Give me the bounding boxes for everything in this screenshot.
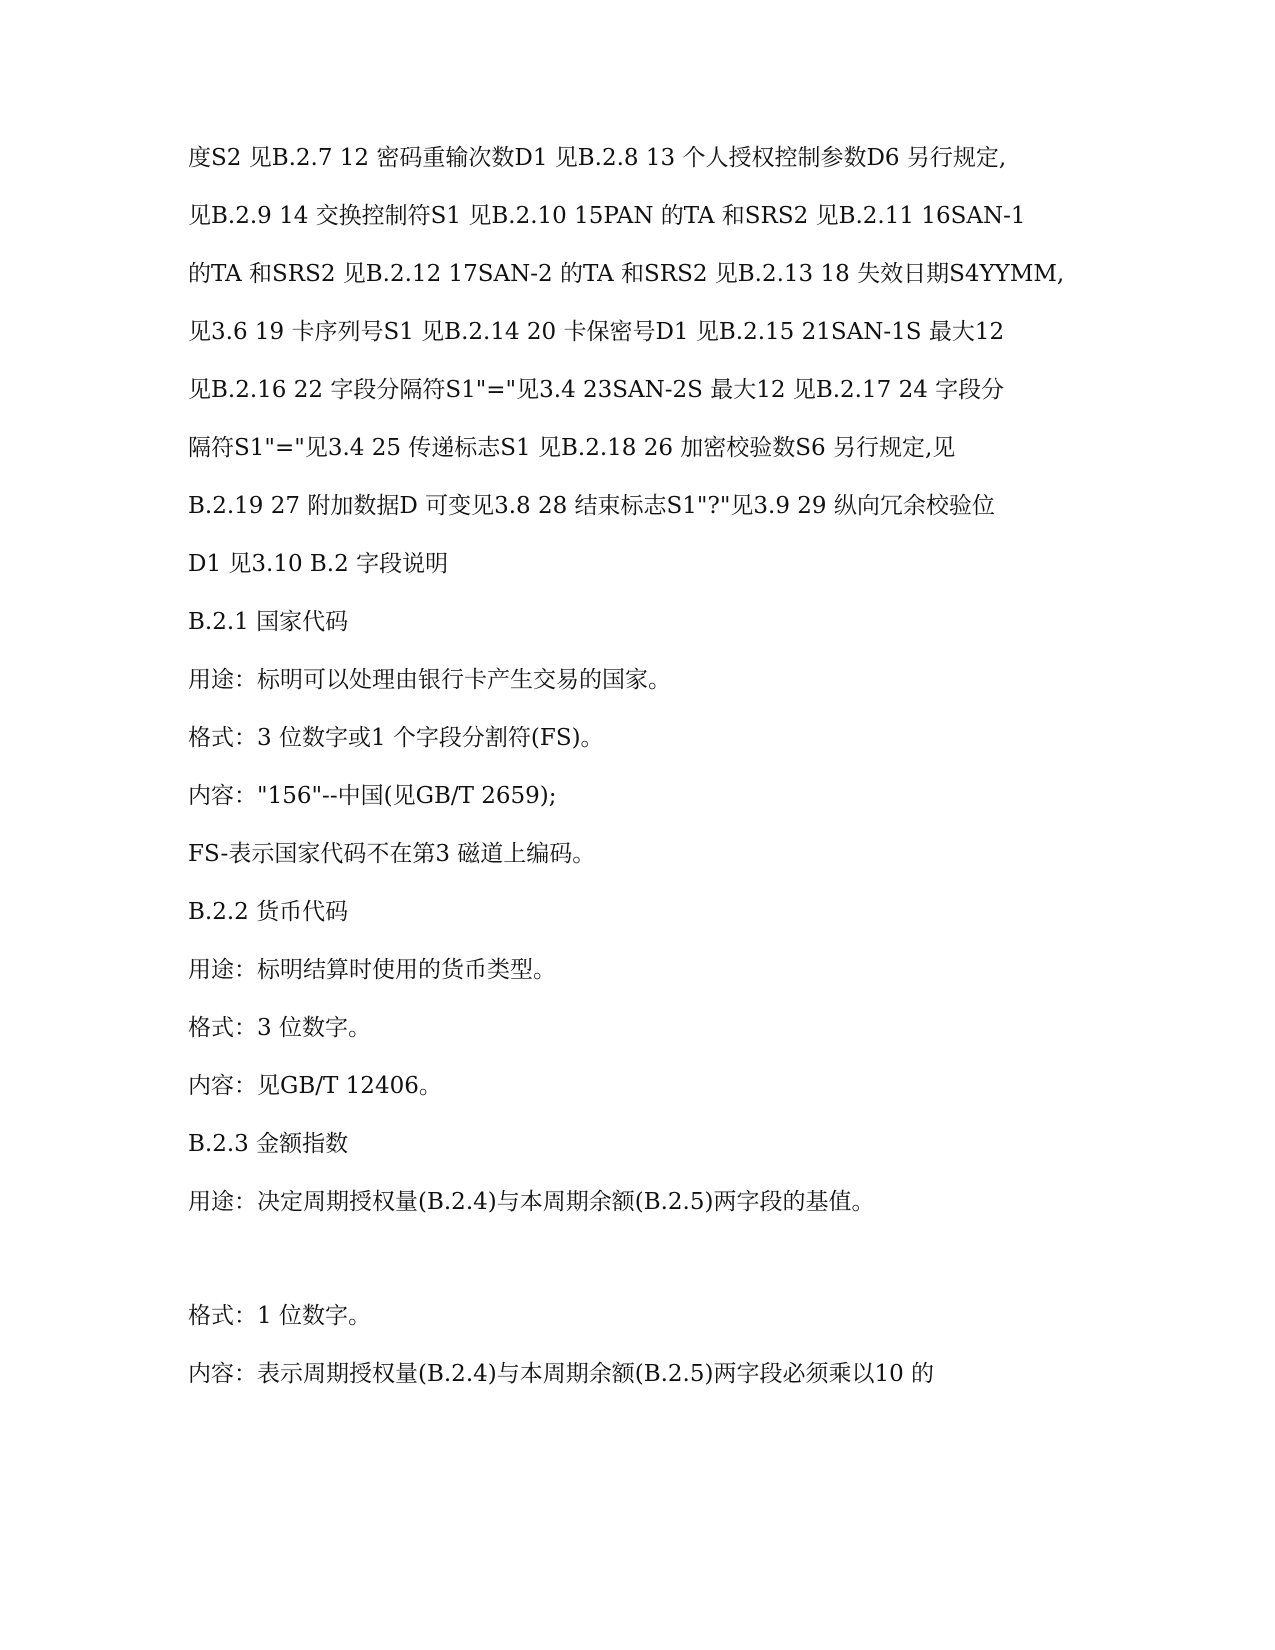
text-line-3: 的TA 和SRS2 见B.2.12 17SAN-2 的TA 和SRS2 见B.2.13 18 失效日期S4YYMM, <box>188 261 1065 287</box>
text-line-7: B.2.19 27 附加数据D 可变见3.8 28 结束标志S1"?"见3.9 29 纵向冗余校验位 <box>188 493 995 519</box>
text-line-6: 隔符S1"="见3.4 25 传递标志S1 见B.2.18 26 加密校验数S6 另行规定,见 <box>188 435 956 461</box>
text-line-1: 度S2 见B.2.7 12 密码重输次数D1 见B.2.8 13 个人授权控制参数D6 另行规定, <box>188 145 1007 171</box>
text-line-content-country: 内容："156"--中国(见GB/T 2659); <box>188 783 557 809</box>
section-heading-currency-code: B.2.2 货币代码 <box>188 899 349 925</box>
text-line-purpose-exponent: 用途：决定周期授权量(B.2.4)与本周期余额(B.2.5)两字段的基值。 <box>188 1189 875 1215</box>
text-line-format-country: 格式：3 位数字或1 个字段分割符(FS)。 <box>188 725 604 751</box>
text-line-fs-note: FS-表示国家代码不在第3 磁道上编码。 <box>188 841 596 867</box>
text-line-2: 见B.2.9 14 交换控制符S1 见B.2.10 15PAN 的TA 和SRS2 见B.2.11 16SAN-1 <box>188 203 1026 229</box>
section-heading-amount-exponent: B.2.3 金额指数 <box>188 1131 349 1157</box>
text-line-content-exponent: 内容：表示周期授权量(B.2.4)与本周期余额(B.2.5)两字段必须乘以10 的 <box>188 1361 935 1387</box>
text-line-5: 见B.2.16 22 字段分隔符S1"="见3.4 23SAN-2S 最大12 见B.2.17 24 字段分 <box>188 377 1005 403</box>
text-line-8: D1 见3.10 B.2 字段说明 <box>188 551 449 577</box>
text-line-format-currency: 格式：3 位数字。 <box>188 1015 371 1041</box>
text-line-purpose-currency: 用途：标明结算时使用的货币类型。 <box>188 957 556 983</box>
text-line-content-currency: 内容：见GB/T 12406。 <box>188 1073 442 1099</box>
text-line-format-exponent: 格式：1 位数字。 <box>188 1303 371 1329</box>
text-line-purpose-country: 用途：标明可以处理由银行卡产生交易的国家。 <box>188 667 671 693</box>
section-heading-country-code: B.2.1 国家代码 <box>188 609 349 635</box>
text-line-4: 见3.6 19 卡序列号S1 见B.2.14 20 卡保密号D1 见B.2.15 21SAN-1S 最大12 <box>188 319 1005 345</box>
